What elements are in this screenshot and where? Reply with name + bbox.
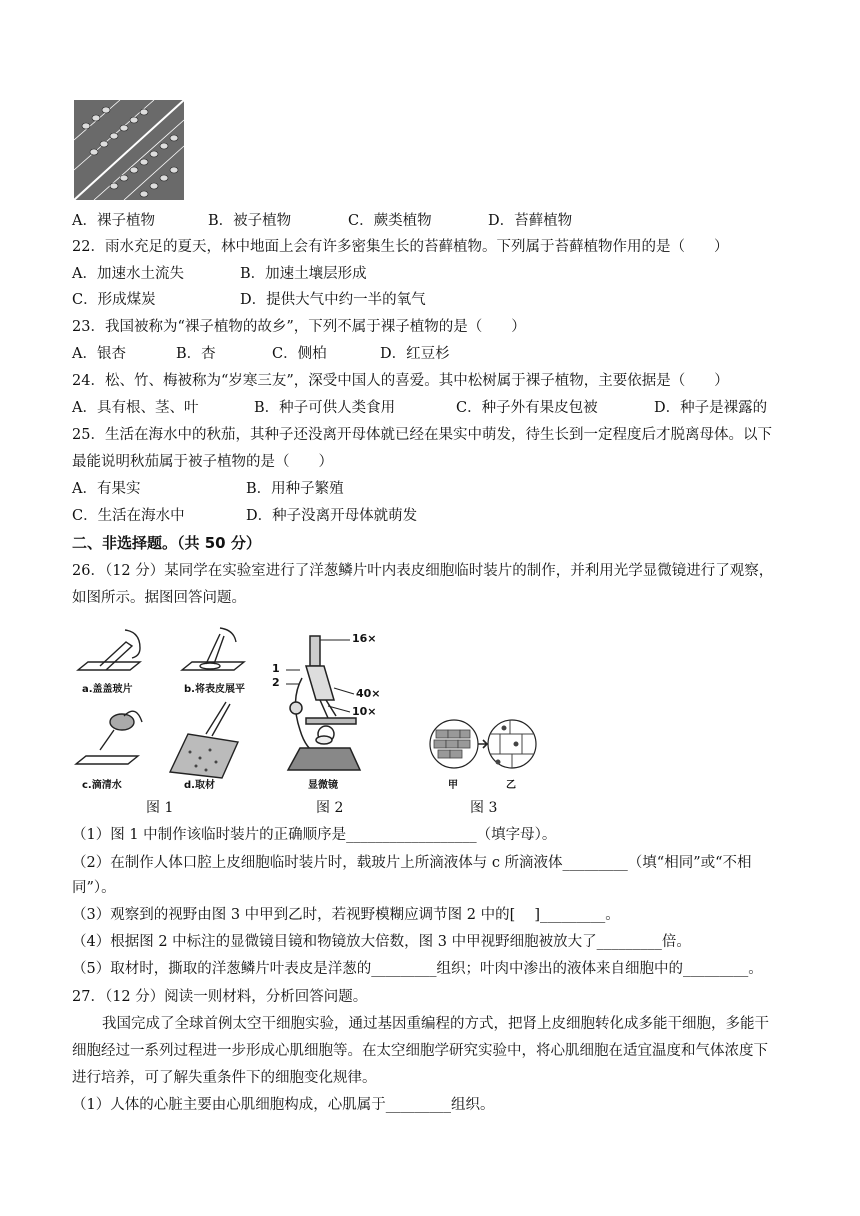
- q22-option-d: D．提供大气中约一半的氧气: [240, 292, 426, 308]
- fig2-caption: 显微镜: [308, 780, 338, 791]
- figure-1-title: 图 1: [146, 800, 174, 816]
- q26-sub2-line2: 同”）。: [72, 880, 116, 896]
- fig2-label-eyepiece: 16×: [352, 632, 377, 645]
- q27-material-line1: 我国完成了全球首例太空干细胞实验，通过基因重编程的方式，把肾上皮细胞转化成多能干细胞，多能干: [102, 1016, 769, 1032]
- figure-1-procedure-illustrations: [70, 622, 250, 792]
- q26-sub2-line1: （2）在制作人体口腔上皮细胞临时装片时，载玻片上所滴液体与 c 所滴液体_________（填“相同”或“不相: [72, 855, 752, 871]
- q22-option-b: B．加速土壤层形成: [240, 266, 367, 282]
- q24-option-d: D．种子是裸露的: [654, 400, 768, 416]
- q23-stem: 23．我国被称为“裸子植物的故乡”，下列不属于裸子植物的是（ ）: [72, 319, 526, 335]
- q22-option-c: C．形成煤炭: [72, 292, 156, 308]
- figure-2-title: 图 2: [316, 800, 344, 816]
- q25-stem-line1: 25．生活在海水中的秋茄，其种子还没离开母体就已经在果实中萌发，待生长到一定程度后才脱离母体。以下: [72, 427, 772, 443]
- q21-option-d: D．苔藓植物: [488, 213, 573, 229]
- q26-stem-line2: 如图所示。据图回答问题。: [72, 590, 246, 606]
- q27-material-line2: 细胞经过一系列过程进一步形成心肌细胞等。在太空细胞学研究实验中，将心肌细胞在适宜温度和气体浓度下: [72, 1043, 768, 1059]
- q25-option-b: B．用种子繁殖: [246, 481, 344, 497]
- q23-option-a: A．银杏: [72, 346, 126, 362]
- q21-option-a: A．裸子植物: [72, 213, 155, 229]
- fig1-caption-b: b.将表皮展平: [184, 684, 245, 695]
- q23-option-c: C．侧柏: [272, 346, 327, 362]
- q21-option-c: C．蕨类植物: [348, 213, 432, 229]
- fig3-label-jia: 甲: [448, 780, 458, 791]
- q24-option-a: A．具有根、茎、叶: [72, 400, 199, 416]
- figure-3-title: 图 3: [470, 800, 498, 816]
- q24-stem: 24．松、竹、梅被称为“岁寒三友”，深受中国人的喜爱。其中松树属于裸子植物，主要依据是（ ）: [72, 373, 729, 389]
- fig1-caption-c: c.滴清水: [82, 780, 122, 791]
- fig2-label-10x: 10×: [352, 705, 377, 718]
- figure-3-cell-views: [428, 716, 538, 772]
- q27-sub1: （1）人体的心脏主要由心肌细胞构成，心肌属于_________组织。: [72, 1097, 495, 1113]
- fig2-label-40x: 40×: [356, 687, 381, 700]
- q22-stem: 22．雨水充足的夏天，林中地面上会有许多密集生长的苔藓植物。下列属于苔藓植物作用的是（ ）: [72, 239, 729, 255]
- q26-stem-line1: 26．（12 分）某同学在实验室进行了洋葱鳞片叶内表皮细胞临时装片的制作，并利用光学显微镜进行了观察，: [72, 563, 774, 579]
- q25-stem-line2: 最能说明秋茄属于被子植物的是（ ）: [72, 454, 333, 470]
- q25-option-c: C．生活在海水中: [72, 508, 185, 524]
- q27-material-line3: 进行培养，可了解失重条件下的细胞变化规律。: [72, 1070, 377, 1086]
- q23-option-d: D．红豆杉: [380, 346, 450, 362]
- fern-frond-image: [74, 100, 184, 200]
- fig2-label-2: 2: [272, 676, 280, 689]
- q24-option-b: B．种子可供人类食用: [254, 400, 396, 416]
- q26-sub3: （3）观察到的视野由图 3 中甲到乙时，若视野模糊应调节图 2 中的[ ]_________。: [72, 907, 620, 923]
- fig2-label-1: 1: [272, 662, 280, 675]
- fig1-caption-d: d.取材: [184, 780, 215, 791]
- q26-sub4: （4）根据图 2 中标注的显微镜目镜和物镜放大倍数，图 3 中甲视野细胞被放大了_________倍。: [72, 934, 691, 950]
- q22-option-a: A．加速水土流失: [72, 266, 184, 282]
- q25-option-d: D．种子没离开母体就萌发: [246, 508, 418, 524]
- q26-sub1: （1）图 1 中制作该临时装片的正确顺序是__________________（填字母）。: [72, 827, 557, 843]
- figure-2-microscope-drawing: [280, 630, 400, 775]
- q26-sub5: （5）取材时，撕取的洋葱鳞片叶表皮是洋葱的_________组织；叶肉中渗出的液体来自细胞中的_________。: [72, 961, 763, 977]
- fig3-label-yi: 乙: [506, 780, 516, 791]
- fig1-caption-a: a.盖盖玻片: [82, 684, 133, 695]
- section-title: 二、非选择题。（共 50 分）: [72, 534, 261, 552]
- q27-stem: 27．（12 分）阅读一则材料，分析回答问题。: [72, 989, 368, 1005]
- q23-option-b: B．杏: [176, 346, 216, 362]
- q25-option-a: A．有果实: [72, 481, 141, 497]
- q21-option-b: B．被子植物: [208, 213, 292, 229]
- q24-option-c: C．种子外有果皮包被: [456, 400, 598, 416]
